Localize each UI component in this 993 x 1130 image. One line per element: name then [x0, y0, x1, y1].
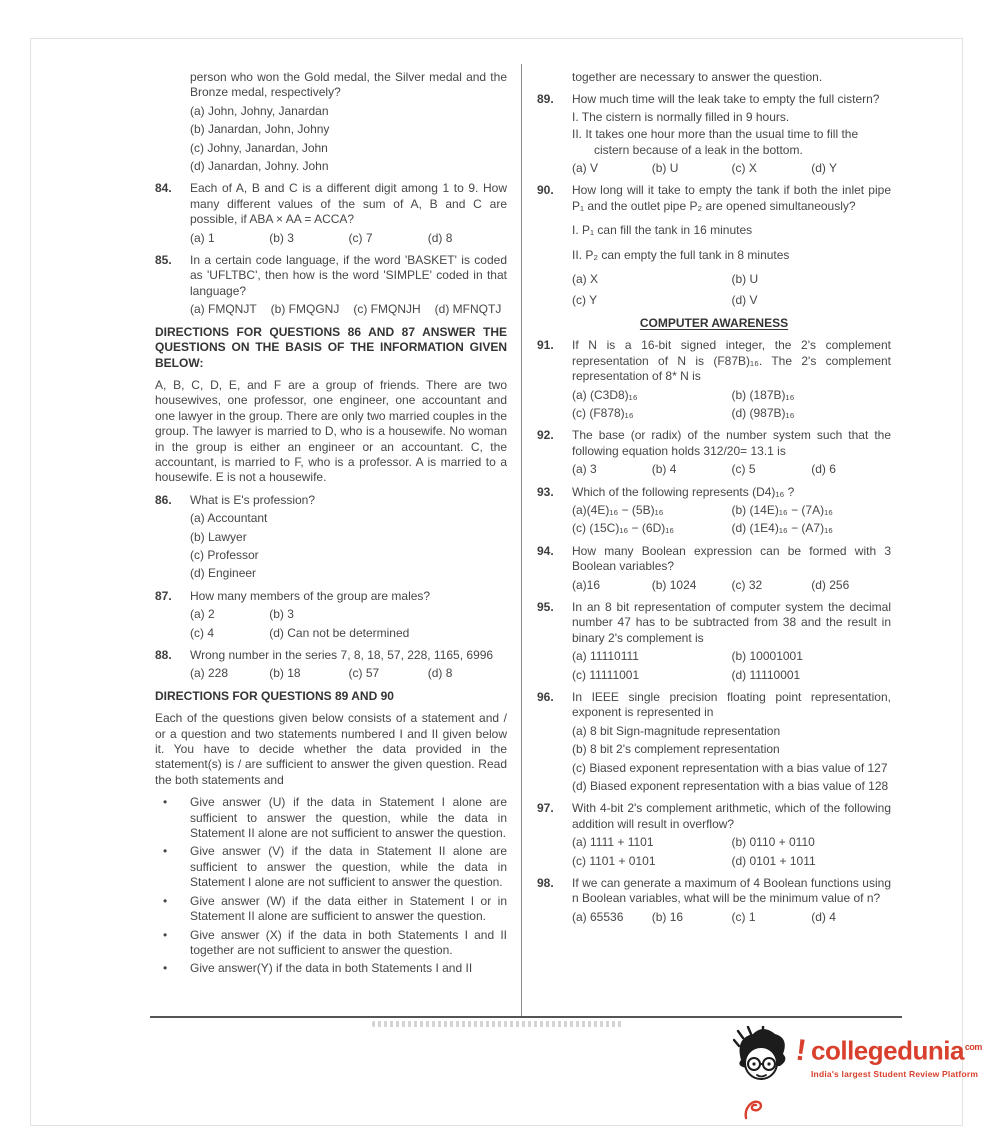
options-row — [572, 406, 891, 421]
option: (b) FMQGNJ — [270, 302, 340, 317]
question-84 — [155, 181, 507, 246]
question-86 — [155, 493, 507, 582]
option: (d) Y — [811, 161, 838, 176]
option: (b) 10001001 — [731, 649, 803, 664]
options-row — [190, 104, 507, 119]
footer-rule — [150, 1016, 902, 1018]
options-row — [572, 854, 891, 869]
options-row — [190, 530, 507, 545]
option: (b) 0110 + 0110 — [731, 835, 815, 850]
logo-tld: com — [964, 1042, 982, 1052]
wordmark-row — [811, 1034, 982, 1064]
option: (d) 8 — [427, 230, 453, 245]
option: (b) Janardan, John, Johny — [190, 122, 330, 137]
option: (a) Accountant — [190, 511, 268, 526]
question-94 — [537, 544, 891, 593]
option: (b) 3 — [269, 607, 294, 622]
clipped-footer-text — [372, 1021, 622, 1027]
info-paragraph — [155, 378, 507, 486]
option: (a) 228 — [190, 666, 229, 681]
question-number: 92. — [537, 428, 554, 443]
question-96 — [537, 690, 891, 794]
option: (a) 3 — [572, 462, 597, 477]
question-number: 86. — [155, 492, 172, 507]
option: (b) (187B)₁₆ — [731, 387, 795, 402]
text: How many members of the group are males? — [190, 588, 431, 603]
collegedunia-wordmark: collegedunia — [811, 1035, 964, 1066]
statement: I. The cistern is normally filled in 9 hours. — [572, 109, 790, 124]
text: If we can generate a maximum of 4 Boolean functions using n Boolean variables, what will be the minimum value of n? — [572, 876, 891, 906]
options-row — [572, 761, 891, 776]
question-number: 91. — [537, 338, 554, 353]
question-number — [155, 70, 190, 174]
question-number: 85. — [155, 253, 172, 268]
option: (d) MFNQTJ — [434, 302, 502, 317]
options-row — [572, 742, 891, 757]
exclamation-icon: ! — [793, 1033, 809, 1068]
logo-text — [811, 1034, 982, 1082]
text: Wrong number in the series 7, 8, 18, 57, 228, 1165, 6996 — [190, 648, 494, 662]
options-row — [190, 548, 507, 563]
question-85 — [155, 253, 507, 318]
collegedunia-mascot-icon — [733, 1026, 791, 1090]
option: (a) 1 — [190, 230, 215, 245]
option: (c) (F878)₁₆ — [572, 405, 634, 420]
option: (d) Can not be determined — [269, 625, 410, 640]
bullet-icon: • — [163, 844, 168, 859]
option: (b) 8 bit 2's complement representation — [572, 742, 780, 757]
option: (c) X — [731, 161, 757, 176]
option: (b) 4 — [651, 462, 677, 477]
options-row — [190, 566, 507, 581]
options-row — [572, 272, 891, 287]
option: (d) 256 — [811, 577, 850, 592]
option: (d) Engineer — [190, 566, 257, 581]
options-row — [572, 835, 891, 850]
statement: II. It takes one hour more than the usual time to fill the cistern because of a leak in the bottom. — [572, 127, 859, 157]
option: (c) 57 — [348, 666, 380, 681]
red-scribble-icon — [742, 1096, 768, 1122]
option: (b) Lawyer — [190, 529, 247, 544]
option: (a)16 — [572, 577, 601, 592]
question-number: 94. — [537, 543, 554, 558]
option: (a) X — [572, 272, 599, 287]
question-number: 89. — [537, 92, 554, 107]
text: A, B, C, D, E, and F are a group of friends. There are two housewives, one professor, one engineer, one accountant and one lawyer in the group. There are only two married couples in the group. The lawyer is married to D, who is a housewife. No woman in the group is either an engineer or an accountant. C, the accountant, is married to F, who is a professor. A is married to a housewife. E is not a housewife. — [155, 377, 507, 485]
direction-bullet — [155, 795, 507, 841]
text: How many Boolean expression can be formed with 3 Boolean variables? — [572, 543, 891, 574]
options-row — [190, 666, 507, 681]
text: Which of the following represents (D4)₁₆ ? — [572, 484, 795, 499]
section-header-computer-awareness — [537, 316, 891, 331]
text: person who won the Gold medal, the Silver medal and the Bronze medal, respectively? — [190, 70, 507, 100]
options-row — [190, 511, 507, 526]
direction-bullet — [155, 844, 507, 890]
text: In IEEE single precision floating point representation, exponent is represented in — [572, 690, 891, 720]
collegedunia-logo — [733, 1026, 982, 1090]
text: COMPUTER AWARENESS — [639, 315, 789, 330]
option: (c) (15C)₁₆ − (6D)₁₆ — [572, 521, 675, 536]
option: (a) 65536 — [572, 909, 624, 924]
text: Give answer (U) if the data in Statement I alone are sufficient to answer the question, while the data in Statement II alone are not sufficient to answer the question. — [190, 795, 507, 841]
option: (a) John, Johny, Janardan — [190, 103, 329, 118]
option: (d) Janardan, Johny. John — [190, 159, 329, 174]
option: (c) 1 — [731, 909, 756, 924]
bullet-icon: • — [163, 961, 168, 976]
option: (a) 1111 + 1101 — [572, 835, 654, 850]
option: (b) 18 — [269, 666, 301, 681]
option: (a) 11110111 — [572, 649, 639, 664]
text: DIRECTIONS FOR QUESTIONS 89 AND 90 — [155, 688, 394, 703]
option: (c) FMQNJH — [353, 302, 421, 317]
question-number: 88. — [155, 648, 172, 662]
statement: I. P₁ can fill the tank in 16 minutes — [572, 223, 753, 238]
text: DIRECTIONS FOR QUESTIONS 86 AND 87 ANSWER THE QUESTIONS ON THE BASIS OF THE INFORMATION GIVEN BELOW: — [155, 324, 507, 370]
text: If N is a 16-bit signed integer, the 2's complement representation of N is (F87B)₁₆. The 2's complement representation of 8* N is — [572, 338, 891, 384]
option: (a) (C3D8)₁₆ — [572, 387, 638, 402]
options-row — [572, 462, 891, 477]
question-91 — [537, 338, 891, 421]
question-number: 98. — [537, 876, 554, 891]
text: With 4-bit 2's complement arithmetic, which of the following addition will result in overflow? — [572, 801, 891, 831]
options-row — [572, 724, 891, 739]
question-number: 87. — [155, 588, 172, 603]
options-row — [190, 141, 507, 156]
text: The base (or radix) of the number system such that the following equation holds 312/20= 13.1 is — [572, 428, 891, 458]
text: What is E's profession? — [190, 492, 316, 507]
question-97 — [537, 801, 891, 869]
option: (b) 3 — [269, 230, 294, 245]
text: Give answer (X) if the data in both Statements I and II together are not sufficient to answer the question. — [190, 927, 507, 957]
option: (d) 0101 + 1011 — [731, 853, 816, 868]
option: (d) 8 — [427, 666, 453, 681]
direction-bullet — [155, 894, 507, 925]
option: (c) 5 — [731, 462, 756, 477]
question-83-continuation — [155, 70, 507, 174]
question-89 — [537, 92, 891, 176]
option: (a) FMQNJT — [190, 302, 257, 317]
text: In an 8 bit representation of computer system the decimal number 47 has to be subtracted from 38 and the result in binary 2's complement is — [572, 599, 891, 645]
option: (c) 32 — [731, 577, 763, 592]
text: Give answer (V) if the data in Statement II alone are sufficient to answer the question, while the data in Statement I alone are not sufficient to answer the question. — [190, 844, 507, 890]
options-row — [572, 503, 891, 518]
options-row — [190, 626, 507, 641]
question-number: 96. — [537, 690, 554, 704]
option: (d) 4 — [811, 909, 836, 924]
option: (c) Biased exponent representation with a bias value of 127 — [572, 760, 888, 775]
direction-bullet — [155, 928, 507, 959]
option: (d) (1E4)₁₆ − (A7)₁₆ — [731, 521, 833, 536]
logo-tagline: India's largest Student Review Platform — [811, 1068, 979, 1079]
option: (c) Y — [572, 293, 598, 308]
option: (c) 4 — [190, 625, 214, 640]
option: (b) U — [651, 161, 679, 176]
question-number — [537, 70, 572, 85]
direction-bullet — [155, 961, 507, 976]
question-95 — [537, 600, 891, 683]
options-row — [190, 231, 507, 246]
right-column — [537, 70, 891, 932]
directions-paragraph — [155, 711, 507, 788]
question-number: 97. — [537, 801, 554, 816]
options-row — [190, 607, 507, 622]
directions-86-87 — [155, 325, 507, 371]
question-88 — [155, 648, 507, 682]
option: (d) 6 — [811, 462, 836, 477]
options-row — [572, 910, 891, 925]
question-98 — [537, 876, 891, 925]
option: (a) 2 — [190, 607, 215, 622]
bullet-icon: • — [163, 893, 168, 908]
option: (a) 8 bit Sign-magnitude representation — [572, 723, 781, 738]
question-number: 84. — [155, 181, 172, 196]
option: (c) 7 — [348, 230, 373, 245]
option: (b) 1024 — [651, 577, 697, 592]
text: together are necessary to answer the question. — [572, 70, 823, 84]
directions-89-90 — [155, 689, 507, 704]
option: (c) 11111001 — [572, 667, 640, 682]
text: Each of A, B and C is a different digit among 1 to 9. How many different values of the sum of A, B and C are possible, if ABA × AA = ACCA? — [190, 181, 507, 227]
directions-continuation — [537, 70, 891, 85]
text: How long will it take to empty the tank if both the inlet pipe P₁ and the outlet pipe P₂ are opened simultaneously? — [572, 183, 891, 213]
bullet-icon: • — [163, 795, 168, 810]
option: (b) 16 — [651, 909, 684, 924]
statement: II. P₂ can empty the full tank in 8 minutes — [572, 247, 790, 262]
question-92 — [537, 428, 891, 477]
text: Give answer(Y) if the data in both Statements I and II — [190, 961, 473, 976]
option: (d) Biased exponent representation with a bias value of 128 — [572, 779, 889, 794]
bullet-icon: • — [163, 927, 168, 942]
option: (d) V — [731, 293, 758, 308]
question-number: 95. — [537, 599, 554, 614]
text: Give answer (W) if the data either in Statement I or in Statement II alone are sufficient to answer the question. — [190, 893, 507, 924]
text: In a certain code language, if the word 'BASKET' is coded as 'UFLTBC', then how is the word 'SIMPLE' coded in that language? — [190, 253, 507, 298]
question-87 — [155, 589, 507, 641]
text: Each of the questions given below consists of a statement and / or a question and two statements numbered I and II given below it. You have to decide whether the data provided in the statement(s) is / are sufficient to answer the given question. Read the both statements and — [155, 711, 507, 787]
option: (c) Professor — [190, 547, 259, 562]
text: How much time will the leak take to empty the full cistern? — [572, 92, 880, 107]
column-divider — [521, 64, 522, 1016]
question-number: 90. — [537, 183, 554, 198]
option: (c) 1101 + 0101 — [572, 853, 656, 868]
option: (c) Johny, Janardan, John — [190, 140, 328, 155]
question-90 — [537, 183, 891, 308]
option: (a)(4E)₁₆ − (5B)₁₆ — [572, 502, 664, 517]
options-row — [190, 122, 507, 137]
option: (a) V — [572, 161, 599, 176]
option: (d) (987B)₁₆ — [731, 405, 795, 420]
options-row — [572, 161, 891, 176]
options-row — [572, 293, 891, 308]
options-row — [190, 302, 507, 317]
option: (b) (14E)₁₆ − (7A)₁₆ — [731, 502, 833, 517]
question-93 — [537, 485, 891, 537]
options-row — [572, 668, 891, 683]
options-row — [190, 159, 507, 174]
options-row — [572, 521, 891, 536]
left-column — [155, 70, 507, 980]
options-row — [572, 649, 891, 664]
question-number: 93. — [537, 484, 554, 499]
options-row — [572, 388, 891, 403]
option: (d) 11110001 — [731, 667, 801, 682]
option: (b) U — [731, 272, 759, 287]
options-row — [572, 578, 891, 593]
options-row — [572, 779, 891, 794]
